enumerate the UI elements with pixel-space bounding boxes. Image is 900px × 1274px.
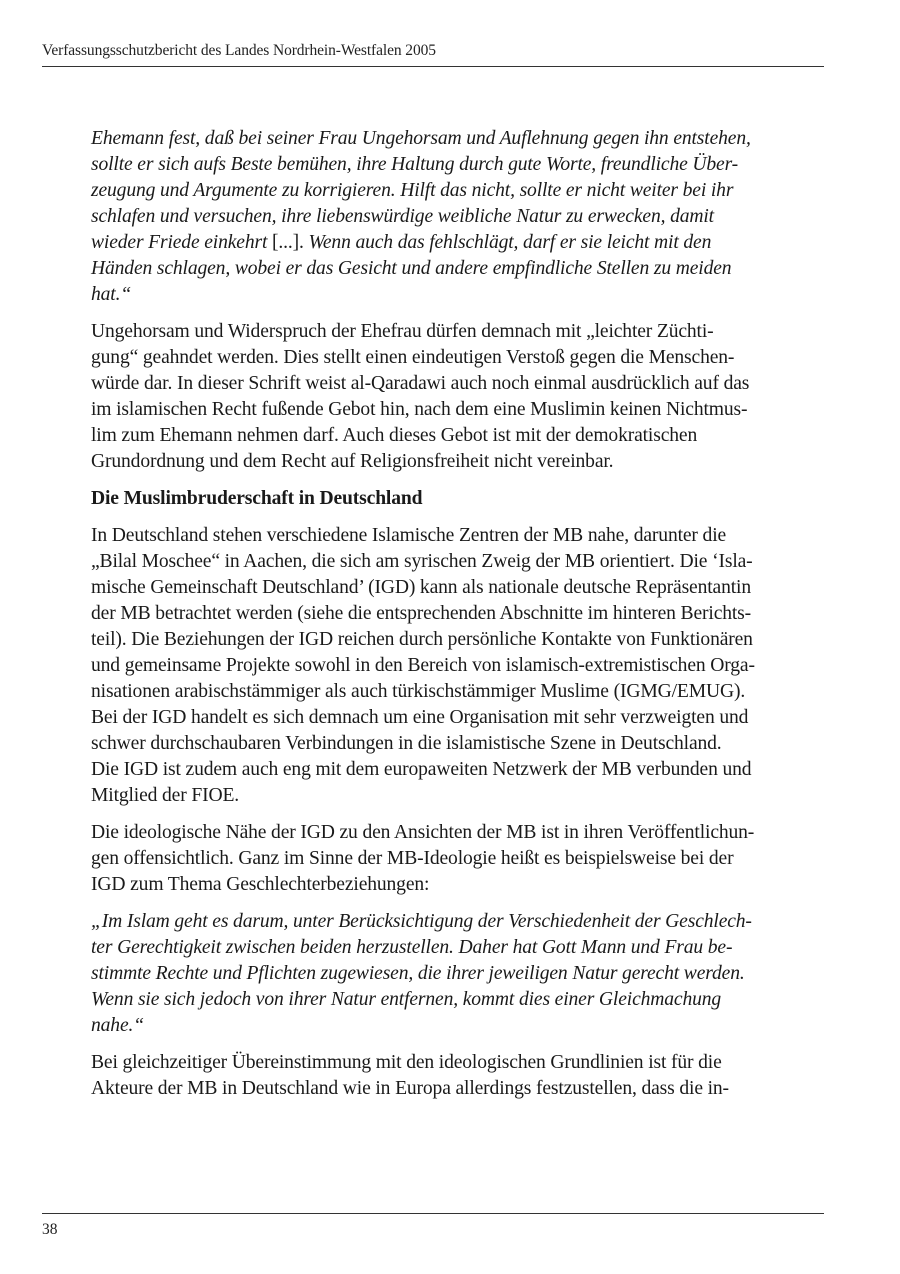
text-line: und gemeinsame Projekte sowohl in den Bereich von islamisch-extremistischen Orga- [91, 655, 755, 676]
text-line: teil). Die Beziehungen der IGD reichen durch persönliche Kontakte von Funktionären [91, 629, 753, 650]
quote-line: zeugung und Argumente zu korrigieren. Hilft das nicht, sollte er nicht weiter bei ihr [91, 180, 734, 201]
text-line: der MB betrachtet werden (siehe die entsprechenden Abschnitte im hinteren Berichts- [91, 603, 752, 624]
text-line: mische Gemeinschaft Deutschland’ (IGD) kann als nationale deutsche Repräsentantin [91, 577, 751, 598]
text-line: Akteure der MB in Deutschland wie in Europa allerdings festzustellen, dass die in- [91, 1078, 729, 1099]
text-line: schwer durchschaubaren Verbindungen in die islamistische Szene in Deutschland. [91, 733, 722, 754]
page-number: 38 [42, 1221, 58, 1238]
paragraph-2 [91, 523, 831, 809]
text-line: Bei gleichzeitiger Übereinstimmung mit den ideologischen Grundlinien ist für die [91, 1052, 722, 1073]
quote-fragment: Wenn auch das fehlschlägt, darf er sie leicht mit den [308, 232, 712, 253]
text-line: Mitglied der FIOE. [91, 785, 240, 806]
quote-line [91, 230, 831, 256]
header-rule [42, 66, 824, 67]
quote-line: Ehemann fest, daß bei seiner Frau Ungehorsam und Auflehnung gegen ihn entstehen, [91, 128, 751, 149]
quote-line: schlafen und versuchen, ihre liebenswürdige weibliche Natur zu erwecken, damit [91, 206, 714, 227]
text-line: würde dar. In dieser Schrift weist al-Qaradawi auch noch einmal ausdrücklich auf das [91, 373, 750, 394]
quote-line: „Im Islam geht es darum, unter Berücksichtigung der Verschiedenheit der Geschlech- [91, 911, 752, 932]
quote-block-1 [91, 126, 831, 308]
text-line: gung“ geahndet werden. Dies stellt einen eindeutigen Verstoß gegen die Menschen- [91, 347, 735, 368]
text-line: In Deutschland stehen verschiedene Islamische Zentren der MB nahe, darunter die [91, 525, 727, 546]
text-line: IGD zum Thema Geschlechterbeziehungen: [91, 874, 430, 895]
quote-line: Händen schlagen, wobei er das Gesicht und andere empfindliche Stellen zu meiden [91, 258, 732, 279]
quote-line: stimmte Rechte und Pflichten zugewiesen, die ihrer jeweiligen Natur gerecht werden. [91, 963, 745, 984]
section-heading-text: Die Muslimbruderschaft in Deutschland [91, 488, 423, 509]
quote-line: hat.“ [91, 284, 132, 305]
text-line: nisationen arabischstämmiger als auch türkischstämmiger Muslime (IGMG/EMUG). [91, 681, 746, 702]
paragraph-1 [91, 319, 831, 475]
text-line: Die IGD ist zudem auch eng mit dem europaweiten Netzwerk der MB verbunden und [91, 759, 752, 780]
section-heading [91, 486, 831, 512]
paragraph-3 [91, 820, 831, 898]
text-line: „Bilal Moschee“ in Aachen, die sich am syrischen Zweig der MB orientiert. Die ‘Isla- [91, 551, 753, 572]
quote-fragment: wieder Friede einkehrt [91, 232, 272, 253]
paragraph-4 [91, 1050, 831, 1102]
text-line: im islamischen Recht fußende Gebot hin, nach dem eine Muslimin keinen Nichtmus- [91, 399, 748, 420]
quote-line: Wenn sie sich jedoch von ihrer Natur entfernen, kommt dies einer Gleichmachung [91, 989, 722, 1010]
quote-line: sollte er sich aufs Beste bemühen, ihre Haltung durch gute Worte, freundliche Über- [91, 154, 739, 175]
quote-block-2 [91, 909, 831, 1039]
text-line: Grundordnung und dem Recht auf Religionsfreiheit nicht vereinbar. [91, 451, 614, 472]
ellipsis-bracket: [...]. [272, 232, 309, 253]
text-line: Ungehorsam und Widerspruch der Ehefrau dürfen demnach mit „leichter Züchti- [91, 321, 714, 342]
text-line: Bei der IGD handelt es sich demnach um eine Organisation mit sehr verzweigten und [91, 707, 749, 728]
footer-rule [42, 1213, 824, 1214]
text-line: lim zum Ehemann nehmen darf. Auch dieses Gebot ist mit der demokratischen [91, 425, 698, 446]
text-line: gen offensichtlich. Ganz im Sinne der MB-Ideologie heißt es beispielsweise bei der [91, 848, 734, 869]
quote-line: ter Gerechtigkeit zwischen beiden herzustellen. Daher hat Gott Mann und Frau be- [91, 937, 733, 958]
text-line: Die ideologische Nähe der IGD zu den Ansichten der MB ist in ihren Veröffentlichun- [91, 822, 755, 843]
quote-line: nahe.“ [91, 1015, 144, 1036]
running-header: Verfassungsschutzbericht des Landes Nordrhein-Westfalen 2005 [42, 42, 436, 59]
page-body [91, 126, 831, 1102]
